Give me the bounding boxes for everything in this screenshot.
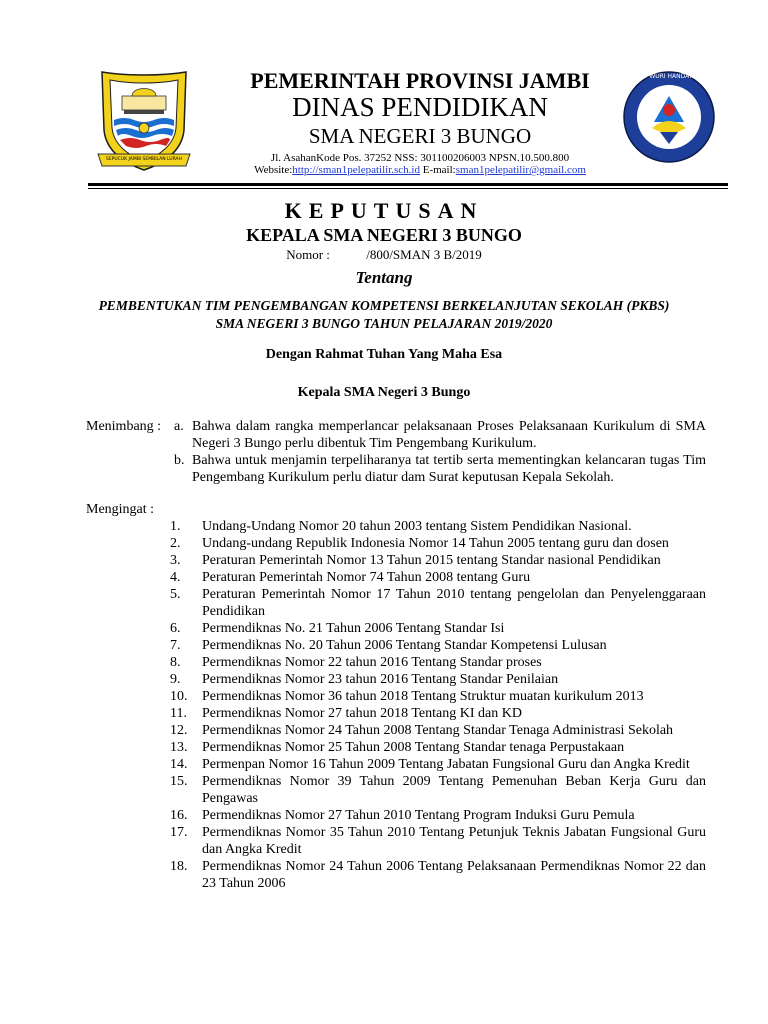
mengingat-item-number: 13. [170,740,188,755]
mengingat-item-number: 4. [170,570,181,585]
mengingat-item [170,858,706,892]
menimbang-marker-b: b. [174,453,185,468]
mengingat-item [170,756,706,773]
mengingat-item [170,705,706,722]
mengingat-item [170,620,706,637]
mengingat-item-text: Permendiknas Nomor 27 tahun 2018 Tentang KI dan KD [202,706,522,721]
mengingat-item-text: Permendiknas Nomor 35 Tahun 2010 Tentang Petunjuk Teknis Jabatan Fungsional Guru dan Angka Kredit [202,825,706,857]
mengingat-item [170,569,706,586]
mengingat-item-text: Permendiknas Nomor 22 tahun 2016 Tentang Standar proses [202,655,542,670]
mengingat-item [170,824,706,858]
mengingat-item [170,654,706,671]
mengingat-item-text: Permendiknas No. 20 Tahun 2006 Tentang Standar Kompetensi Lulusan [202,638,607,653]
mengingat-item-number: 3. [170,553,181,568]
mengingat-item-number: 6. [170,621,181,636]
menimbang-item-a [174,418,706,452]
contact-line [160,164,680,176]
decree-title: KEPUTUSAN [284,198,484,223]
mengingat-item-number: 7. [170,638,181,653]
mengingat-item-text: Permenpan Nomor 16 Tahun 2009 Tentang Jabatan Fungsional Guru dan Angka Kredit [202,757,690,772]
blessing-line: Dengan Rahmat Tuhan Yang Maha Esa [265,347,503,362]
mengingat-item-text: Permendiknas Nomor 23 tahun 2016 Tentang Standar Penilaian [202,672,559,687]
mengingat-item-text: Permendiknas Nomor 24 Tahun 2006 Tentang Pelaksanaan Permendiknas Nomor 22 dan 23 Tahun 2006 [202,859,706,891]
mengingat-item-text: Peraturan Pemerintah Nomor 17 Tahun 2010 tentang pengelolan dan Penyelenggaraan Pendidikan [202,587,706,619]
mengingat-item-text: Peraturan Pemerintah Nomor 13 Tahun 2015 tentang Standar nasional Pendidikan [202,553,661,568]
decree-about: Tentang [355,268,413,287]
logo-motto: TUT WURI HANDAYANI [635,73,703,80]
mengingat-item-number: 16. [170,808,188,823]
mengingat-item-text: Undang-undang Republik Indonesia Nomor 14 Tahun 2005 tentang guru dan dosen [202,536,669,551]
menimbang-item-b [174,452,706,486]
menimbang-label: Menimbang : [86,419,162,434]
mengingat-item [170,552,706,569]
mengingat-item-number: 9. [170,672,181,687]
decree-issuer: KEPALA SMA NEGERI 3 BUNGO [246,225,522,245]
mengingat-item-text: Peraturan Pemerintah Nomor 74 Tahun 2008 tentang Guru [202,570,531,585]
mengingat-item-number: 15. [170,774,188,789]
mengingat-item-number: 18. [170,859,188,874]
mengingat-item [170,773,706,807]
mengingat-item-text: Permendiknas Nomor 39 Tahun 2009 Tentang Pemenuhan Beban Kerja Guru dan Pengawas [202,774,706,806]
mengingat-item-number: 11. [170,706,187,721]
mengingat-item [170,671,706,688]
mengingat-item-number: 8. [170,655,181,670]
mengingat-label: Mengingat : [86,502,155,517]
menimbang-text-a: Bahwa dalam rangka memperlancar pelaksanaan Proses Pelaksanaan Kurikulum di SMA Negeri 3 Bungo perlu dibentuk Tim Pengembang Kurikulum. [192,419,706,451]
mengingat-item-text: Permendiknas Nomor 24 Tahun 2008 Tentang Standar Tenaga Administrasi Sekolah [202,723,674,738]
mengingat-item-text: Permendiknas Nomor 36 tahun 2018 Tentang Struktur muatan kurikulum 2013 [202,689,644,704]
department-heading: DINAS PENDIDIKAN [292,92,548,122]
mengingat-item [170,722,706,739]
mengingat-item-number: 12. [170,723,188,738]
decree-number [0,247,768,263]
emblem-motto: SEPUCUK JAMBI SEMBILAN LURAH [105,157,183,162]
school-address: Jl. AsahanKode Pos. 37252 NSS: 301100206003 NPSN.10.500.800 [270,152,570,164]
mengingat-item [170,637,706,654]
mengingat-item [170,807,706,824]
email-link[interactable]: sman1pelepatilir@gmail.com [455,164,586,176]
mengingat-item [170,586,706,620]
mengingat-item-number: 5. [170,587,181,602]
mengingat-item-number: 2. [170,536,181,551]
decree-subject-line1: PEMBENTUKAN TIM PENGEMBANGAN KOMPETENSI BERKELANJUTAN SEKOLAH (PKBS) [98,298,670,313]
decree-number-label: Nomor : [286,247,330,262]
email-label: E-mail: [419,164,456,176]
letterhead-rule-thin [88,188,728,189]
mengingat-item-text: Permendiknas No. 21 Tahun 2006 Tentang Standar Isi [202,621,505,636]
mengingat-item-number: 1. [170,519,181,534]
mengingat-item [170,535,706,552]
menimbang-text-b: Bahwa untuk menjamin terpeliharanya tat tertib serta mementingkan kelancaran tugas Tim Pengembang Kurikulum perlu diatur dam Surat keputusan Kepala Sekolah. [192,453,706,485]
mengingat-item [170,518,706,535]
mengingat-item-number: 17. [170,825,188,840]
mengingat-list [170,518,706,892]
school-heading: SMA NEGERI 3 BUNGO [308,124,532,148]
mengingat-item-text: Permendiknas Nomor 25 Tahun 2008 Tentang Standar tenaga Perpustakaan [202,740,625,755]
province-heading: PEMERINTAH PROVINSI JAMBI [250,68,590,93]
mengingat-item-text: Permendiknas Nomor 27 Tahun 2010 Tentang Program Induksi Guru Pemula [202,808,635,823]
mengingat-item [170,739,706,756]
mengingat-item-number: 14. [170,757,188,772]
letterhead-rule-thick [88,183,728,186]
decree-number-value: /800/SMAN 3 B/2019 [366,247,482,262]
website-link[interactable]: http://sman1pelepatilir.sch.id [292,164,420,176]
decree-subject-line2: SMA NEGERI 3 BUNGO TAHUN PELAJARAN 2019/2020 [215,316,553,331]
head-line: Kepala SMA Negeri 3 Bungo [297,385,471,400]
mengingat-item [170,688,706,705]
mengingat-item-number: 10. [170,689,188,704]
website-label: Website: [254,164,293,176]
menimbang-marker-a: a. [174,419,184,434]
mengingat-item-text: Undang-Undang Nomor 20 tahun 2003 tentang Sistem Pendidikan Nasional. [202,519,632,534]
